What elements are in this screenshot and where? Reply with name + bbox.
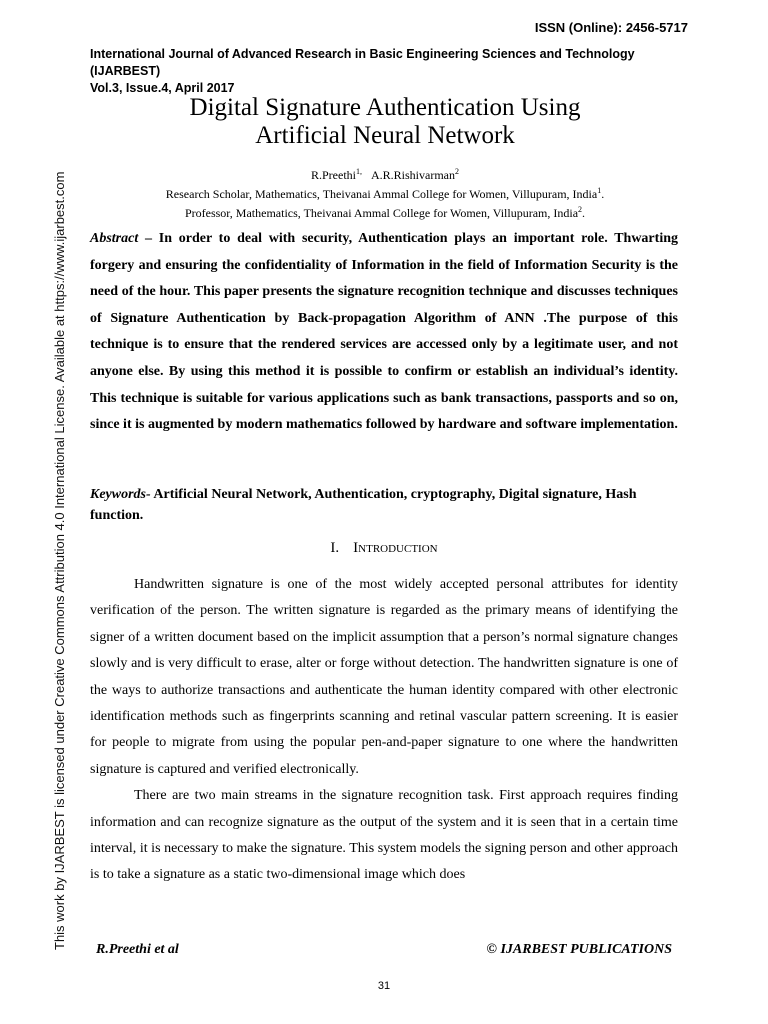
author-2-sup: 2 — [455, 167, 459, 176]
paper-title — [90, 94, 680, 150]
author-1: R.Preethi — [311, 168, 356, 182]
affiliation-2: Professor, Mathematics, Theivanai Ammal College for Women, Villupuram, India$^2$. — [184, 205, 586, 220]
keywords-label: Keywords- — [90, 487, 151, 502]
body-text — [90, 572, 678, 889]
keywords-text: Artificial Neural Network, Authentication, cryptography, Digital signature, Hash function. — [90, 487, 637, 523]
paragraph-2: There are two main streams in the signature recognition task. First approach requires finding information and can recognize signature as the output of the system and it is seen that in a certain time interval, it is necessary to make the signature. This system models the signing person and other approach is to take a signature as a static two-dimensional image which does — [90, 788, 678, 883]
abstract — [90, 226, 678, 439]
affiliation-2-sup: 2 — [578, 205, 583, 214]
title-line-1: Digital Signature Authentication Using — [189, 94, 581, 121]
author-block — [90, 164, 680, 221]
journal-volume: Vol.3, Issue.4, April 2017 — [90, 81, 235, 95]
affiliation-1-sup: 1 — [597, 186, 602, 195]
abstract-label: Abstract — [90, 231, 139, 246]
abstract-text: – In order to deal with security, Authentication plays an important role. Thwarting forgery and ensuring the confidentiality of Information in the field of Information Security is the need of the hour. This paper presents the signature recognition technique and discusses techniques of Signature Authentication by Back-propagation Algorithm of ANN .The purpose of this technique is to ensure that the rendered services are accessed only by a legitimate user, and not anyone else. By using this method it is possible to confirm or establish an individual’s identity. This technique is suitable for various applications such as bank transactions, passports and so on, since it is augmented by modern mathematics followed by hardware and software implementation. — [90, 231, 678, 433]
section-number: I. — [330, 540, 340, 556]
title-line-2: Artificial Neural Network — [255, 122, 515, 149]
author-2: A.R.Rishivarman — [371, 168, 455, 182]
footer-publisher: © IJARBEST PUBLICATIONS — [486, 942, 672, 957]
journal-header — [90, 46, 690, 97]
affiliation-1: Research Scholar, Mathematics, Theivanai Ammal College for Women, Villupuram, India$^1$. — [165, 186, 605, 201]
affiliation-1-text: Research Scholar, Mathematics, Theivanai Ammal College for Women, Villupuram, India — [165, 187, 598, 201]
section-title: Introduction — [353, 540, 438, 556]
page-number: 31 — [377, 980, 391, 992]
author-names — [90, 164, 680, 183]
section-heading — [90, 540, 678, 557]
affiliation-2-text: Professor, Mathematics, Theivanai Ammal College for Women, Villupuram, India — [184, 206, 579, 220]
keywords — [90, 484, 678, 526]
paragraph-1: Handwritten signature is one of the most widely accepted personal attributes for identity verification of the person. The written signature is regarded as the primary means of identifying the signer of a written document based on the implicit assumption that a person’s normal signature changes slowly and is very difficult to erase, alter or forge without detection. The handwritten signature is one of the ways to authorize transactions and authenticate the human identity compared with other electronic identification methods such as fingerprints scanning and retinal vascular pattern screening. It is easier for people to migrate from using the popular pen-and-paper signature to one where the handwritten signature is captured and verified electronically. — [90, 577, 678, 777]
license-sidebar: This work by IJARBEST is licensed under Creative Commons Attribution 4.0 International License. Available at https://www.ijarbest.com — [52, 171, 67, 950]
journal-name: International Journal of Advanced Research in Basic Engineering Sciences and Technology (IJARBEST) — [90, 47, 635, 78]
issn-header: ISSN (Online): 2456-5717 — [534, 20, 688, 35]
author-1-sup: 1, — [356, 167, 362, 176]
footer-author: R.Preethi et al — [96, 942, 179, 957]
